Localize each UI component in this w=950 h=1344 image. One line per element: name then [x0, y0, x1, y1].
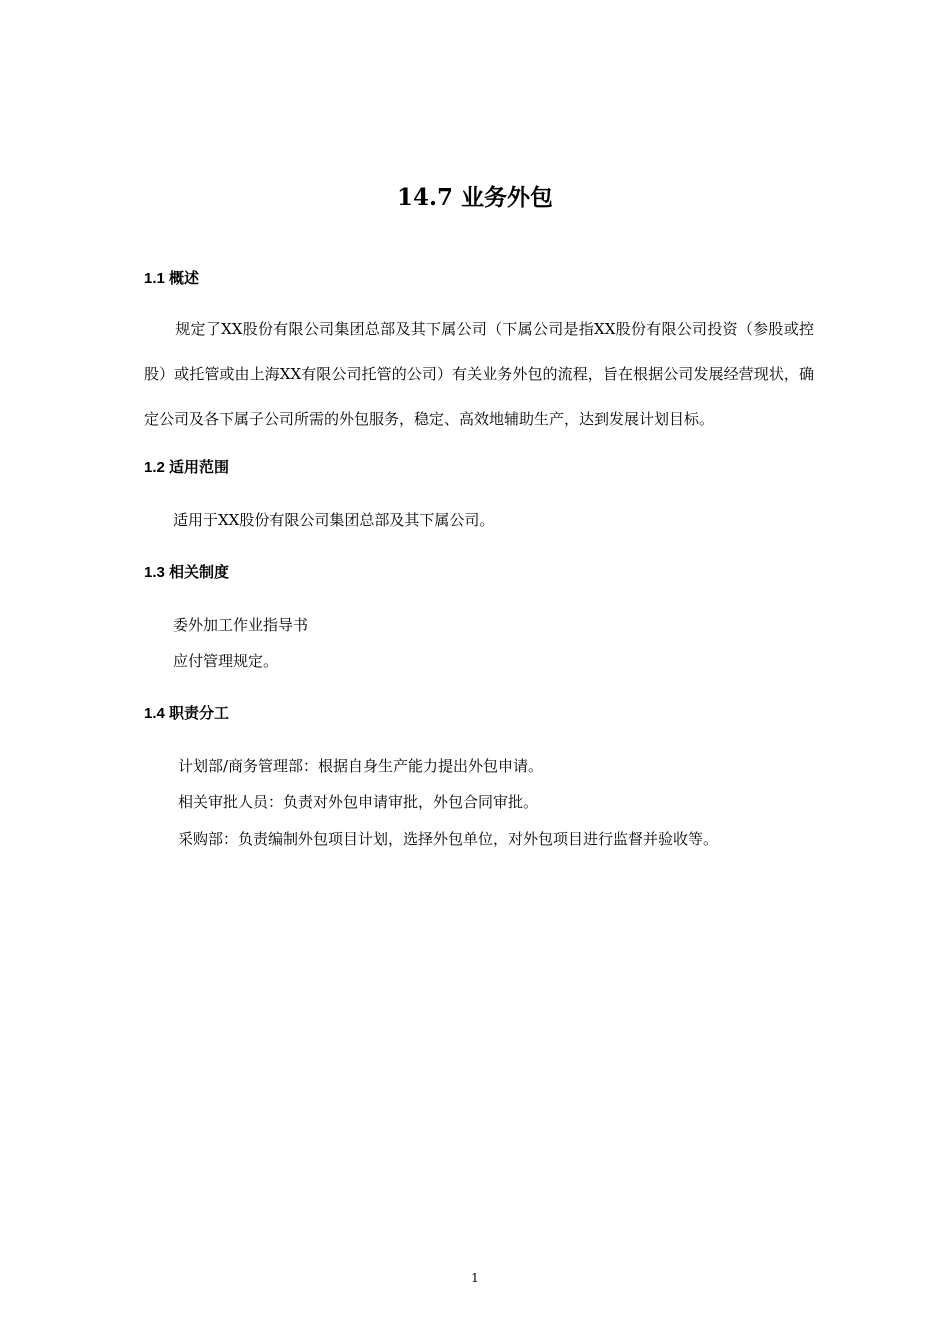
- page-number: 1: [471, 1271, 479, 1285]
- responsibility-item: 相关审批人员：负责对外包申请审批，外包合同审批。: [178, 793, 539, 811]
- overview-paragraph-text: 规定了XX股份有限公司集团总部及其下属公司（下属公司是指XX股份有限公司投资（参股或控股）或托管或由上海XX有限公司托管的公司）有关业务外包的流程，旨在根据公司发展经营现状，确定公司及各下属子公司所需的外包服务，稳定、高效地辅助生产，达到发展计划目标。: [144, 320, 814, 428]
- section-heading-related-rules: 1.3 相关制度: [144, 564, 230, 581]
- overview-paragraph: [144, 307, 814, 442]
- section-heading-responsibilities: 1.4 职责分工: [144, 705, 230, 722]
- related-rule-item: 应付管理规定。: [173, 652, 279, 670]
- scope-paragraph: 适用于XX股份有限公司集团总部及其下属公司。: [173, 511, 495, 529]
- section-heading-overview: 1.1 概述: [144, 270, 200, 287]
- document-title: 14.7 业务外包: [396, 184, 554, 211]
- responsibility-item: 计划部/商务管理部：根据自身生产能力提出外包申请。: [178, 757, 544, 775]
- responsibility-item: 采购部：负责编制外包项目计划，选择外包单位，对外包项目进行监督并验收等。: [178, 830, 719, 848]
- related-rule-item: 委外加工作业指导书: [173, 616, 309, 634]
- section-heading-scope: 1.2 适用范围: [144, 459, 230, 476]
